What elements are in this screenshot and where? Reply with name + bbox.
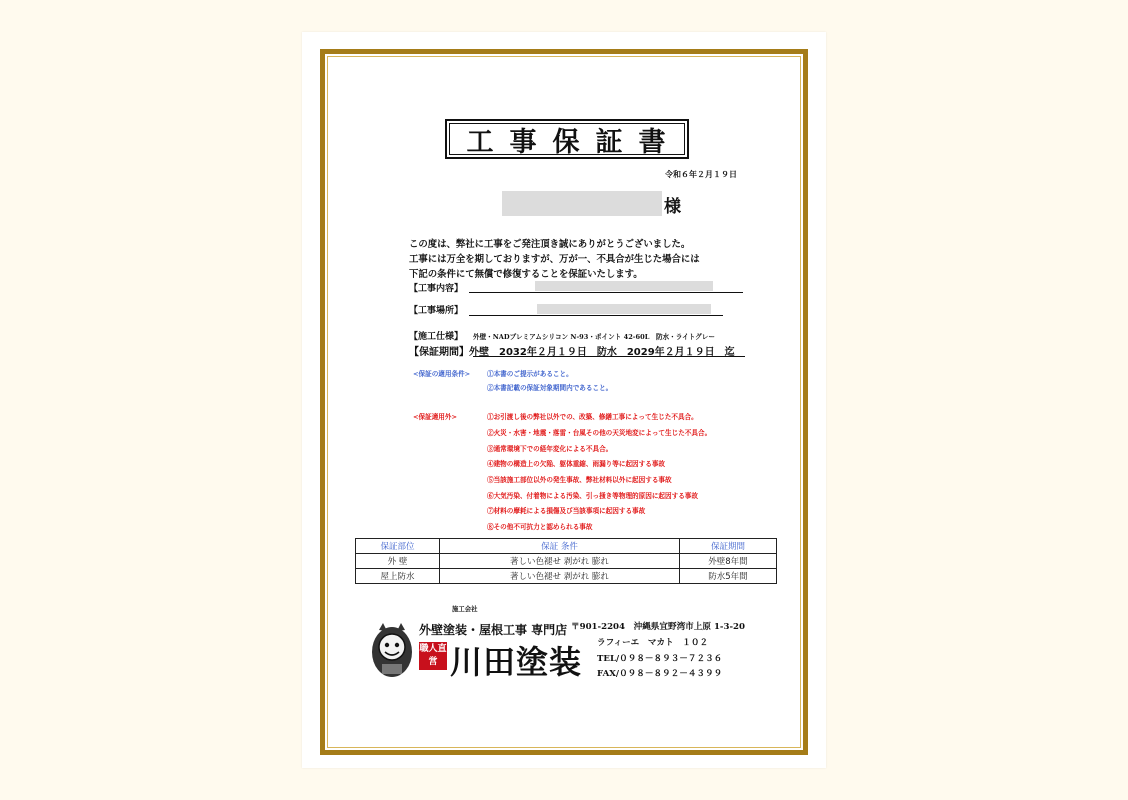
phone-number: TEL/０９８－８９３－７２３６ <box>597 654 723 664</box>
address-line: ラフィーエ マカト １０２ <box>597 638 709 648</box>
table-row <box>356 569 777 584</box>
document-gold-frame <box>320 49 808 755</box>
table-cell: 外 壁 <box>356 554 440 569</box>
document-title: 工事保証書 <box>445 119 689 159</box>
table-cell: 著しい色褪せ 剥がれ 膨れ <box>440 569 680 584</box>
work-content-underline <box>469 292 743 293</box>
work-location-label: 【工事場所】 <box>409 306 464 316</box>
mascot-logo-icon <box>369 620 415 680</box>
intro-line-1: この度は、弊社に工事をご発注頂き誠にありがとうございました。 <box>409 239 691 250</box>
condition-item: ②本書記載の保証対象期間内であること。 <box>487 384 613 392</box>
company-brand-name: 川田塗装 <box>450 643 583 681</box>
exclusion-item: ⑥大気汚染、付着物による汚染、引っ掻き等物理的原因に起因する事故 <box>487 492 698 500</box>
header-condition: 保証 条件 <box>440 539 680 554</box>
work-content-redacted <box>535 281 713 291</box>
header-period: 保証期間 <box>679 539 776 554</box>
table-cell: 著しい色褪せ 剥がれ 膨れ <box>440 554 680 569</box>
address-line: 〒901-2204 沖縄県宜野湾市上原 1-3-20 <box>571 622 745 632</box>
exclusions-label: <保証適用外> <box>413 413 458 421</box>
work-content-label: 【工事内容】 <box>409 284 464 294</box>
conditions-label: <保証の適用条件> <box>413 370 471 378</box>
customer-name-redacted <box>502 191 662 216</box>
table-header-row <box>356 539 777 554</box>
spec-value: 外壁・NADプレミアムシリコン N-93・ポイント 42-60L 防水・ライトグレー <box>473 333 715 341</box>
warranty-table <box>355 538 777 584</box>
spec-label: 【施工仕様】 <box>409 332 464 342</box>
customer-honorific: 様 <box>664 197 681 217</box>
issue-date: 令和６年２月１９日 <box>665 169 737 179</box>
exclusion-item: ⑧その他不可抗力と認められる事故 <box>487 523 593 531</box>
intro-line-2: 工事には万全を期しておりますが、万が一、不具合が生じた場合には <box>409 254 700 265</box>
work-location-underline <box>469 315 723 316</box>
builder-label: 施工会社 <box>452 605 478 613</box>
document-page <box>302 32 826 768</box>
fax-number: FAX/０９８－８９２－４３９９ <box>597 669 723 679</box>
table-cell: 外壁8年間 <box>679 554 776 569</box>
period-underline <box>473 356 745 357</box>
exclusion-item: ③通常環境下での経年変化による不具合。 <box>487 445 613 453</box>
table-row <box>356 554 777 569</box>
craftsman-stamp: 職人直営 <box>419 642 447 670</box>
header-part: 保証部位 <box>356 539 440 554</box>
intro-line-3: 下記の条件にて無償で修復することを保証いたします。 <box>409 269 643 280</box>
exclusion-item: ①お引渡し後の弊社以外での、改築、修繕工事によって生じた不具合。 <box>487 413 698 421</box>
table-cell: 防水5年間 <box>679 569 776 584</box>
warranty-period: 【保証期間】外壁 2032年２月１９日 防水 2029年２月１９日 迄 <box>409 347 735 358</box>
exclusion-item: ②火災・水害・地震・落雷・台風その他の天災地変によって生じた不具合。 <box>487 429 712 437</box>
table-cell: 屋上防水 <box>356 569 440 584</box>
company-slogan: 外壁塗装・屋根工事 専門店 <box>419 623 568 637</box>
exclusion-item: ④建物の構造上の欠陥、躯体重縮、雨漏り等に起因する事故 <box>487 460 666 468</box>
exclusion-item: ⑦材料の摩耗による損傷及び当該事項に起因する事故 <box>487 507 646 515</box>
exclusion-item: ⑤当該施工部位以外の発生事故、弊社材料以外に起因する事故 <box>487 476 672 484</box>
condition-item: ①本書のご提示があること。 <box>487 370 573 378</box>
work-location-redacted <box>537 304 711 314</box>
